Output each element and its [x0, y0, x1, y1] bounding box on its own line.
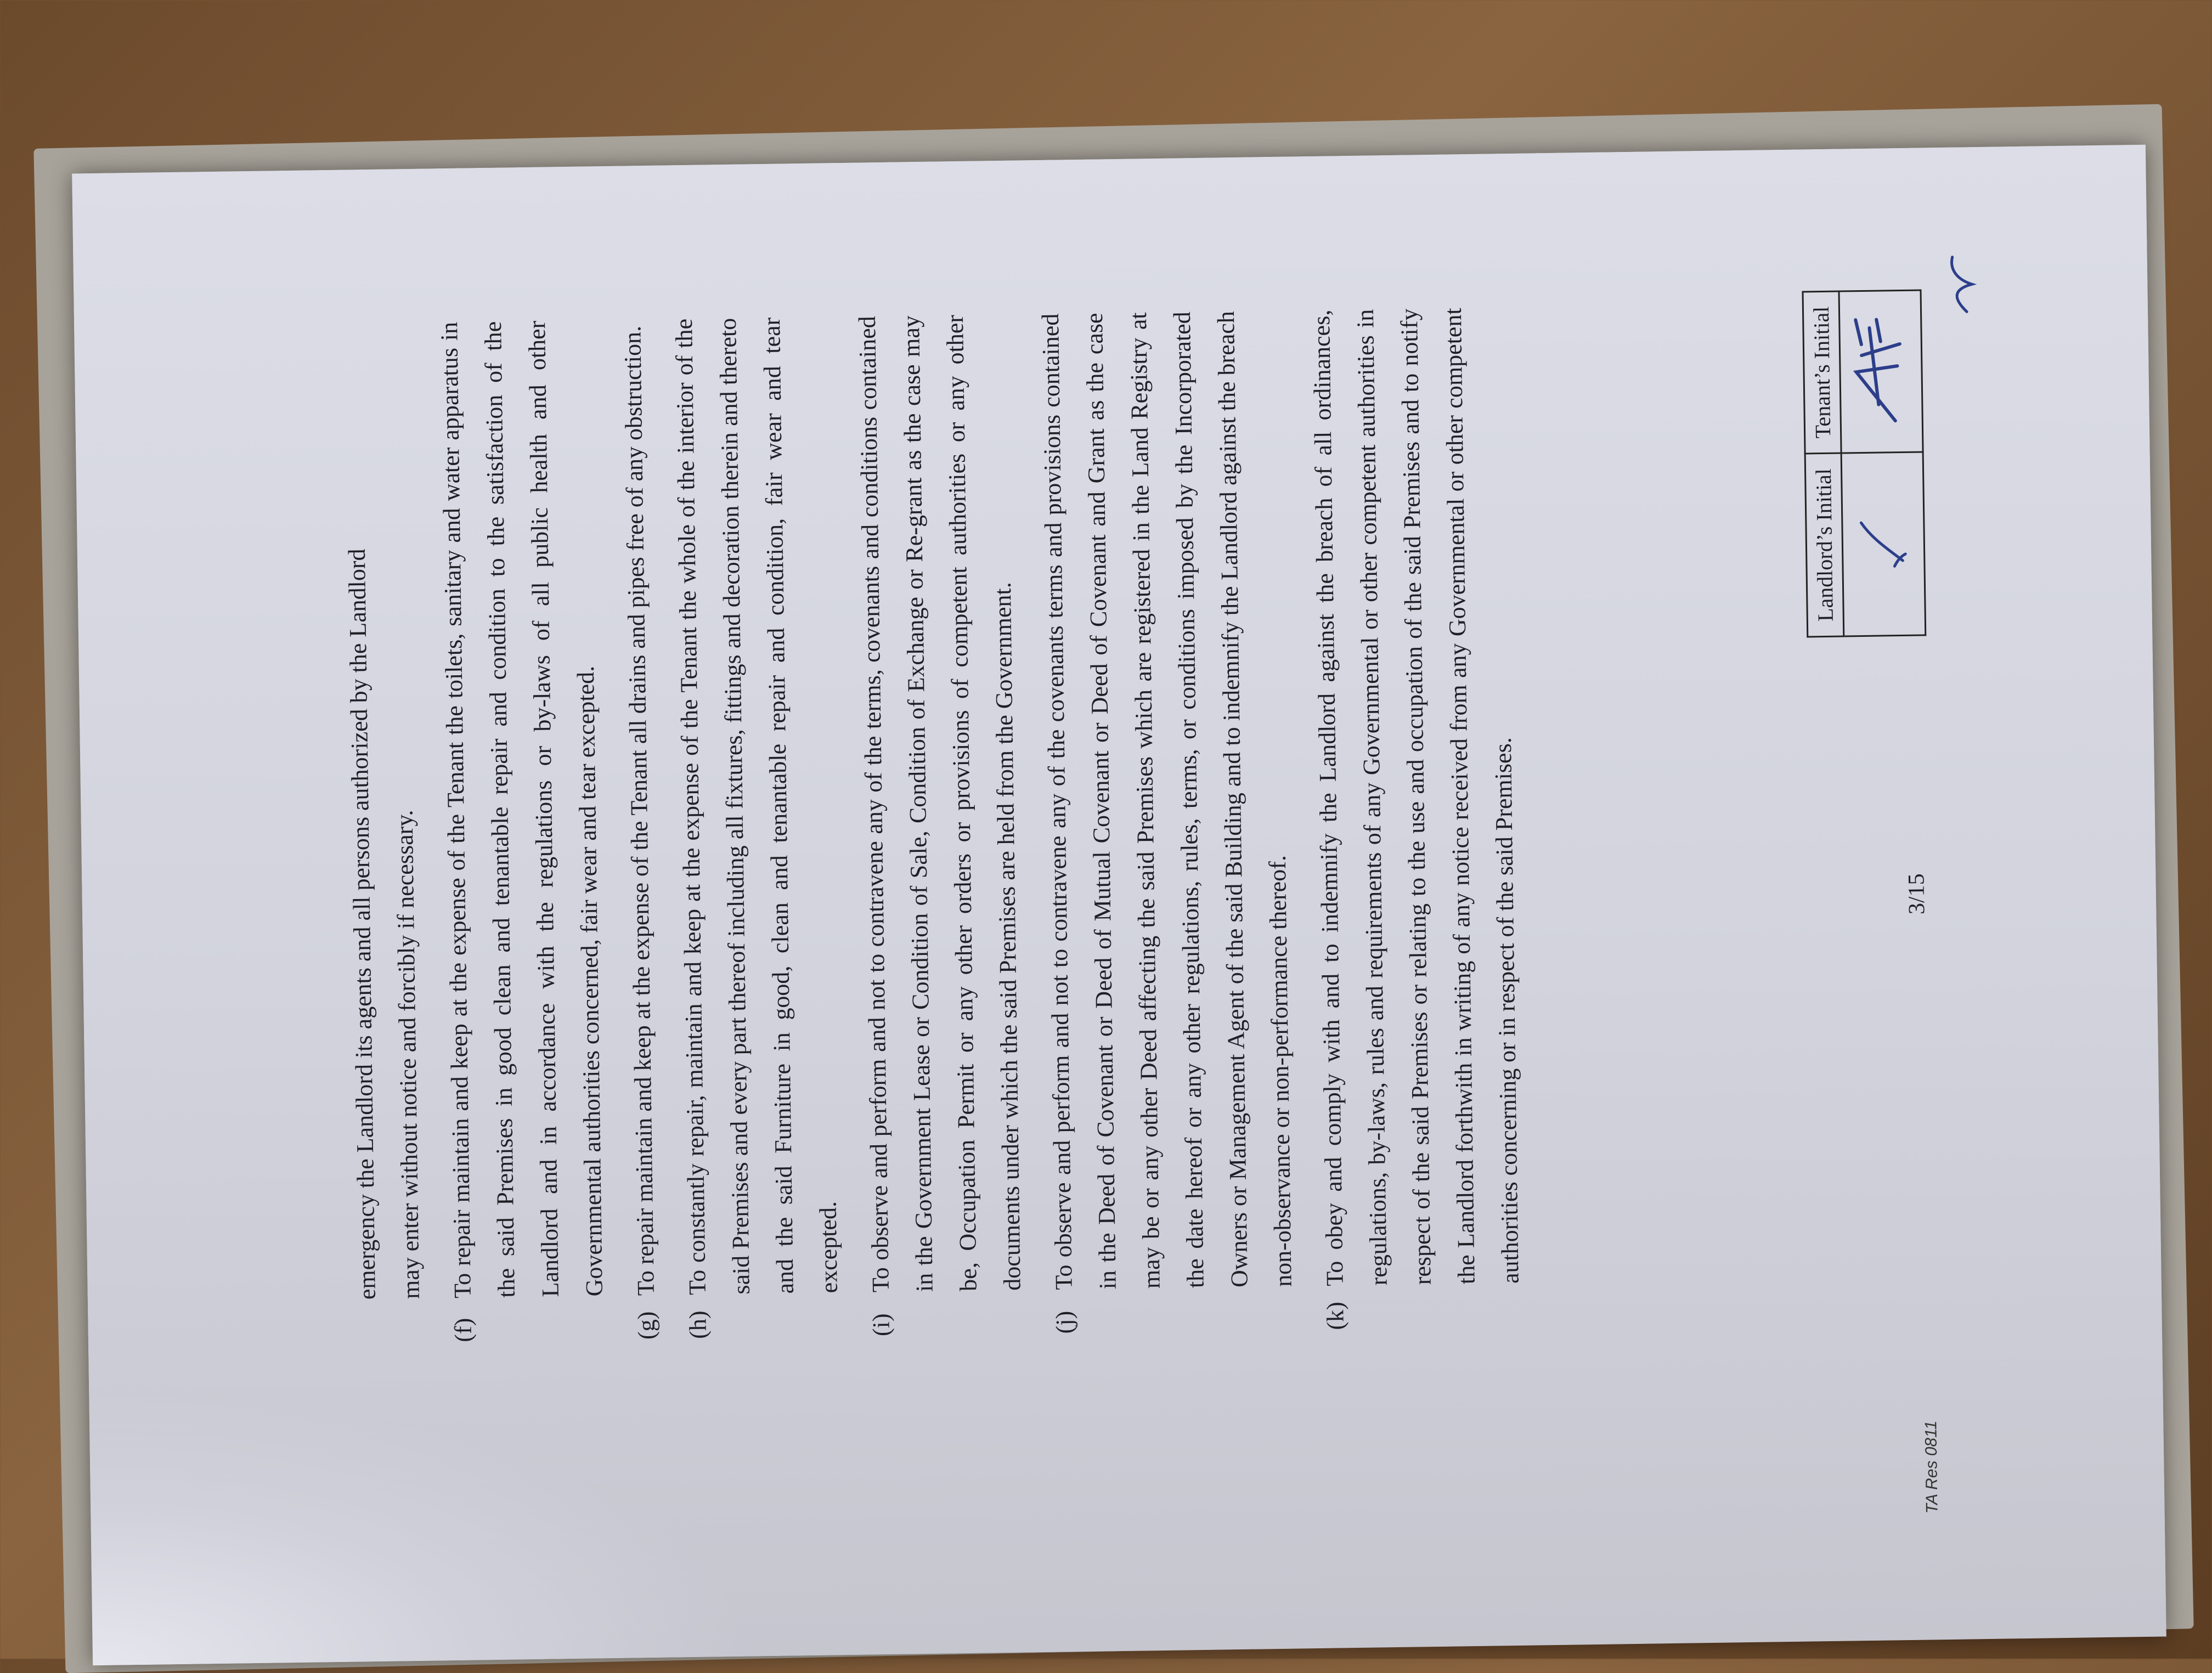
lead-line: may enter without notice and forcibly if necessary.: [391, 810, 425, 1299]
tenant-initial-label: Tenant’s Initial: [1803, 291, 1841, 454]
clause-letter: (k): [1322, 1301, 1349, 1330]
clause-text: To obey and comply with and to indemnify the Landlord against the breach of all ordinances, regulations, by-laws, rules and requirements of any Governmental or other competent authorities in respect of the said Premises or relating to the use and occupation of the said Premises and to notify the Landlord forthwith in writing of any notice received from any Governmental or other competent authorities concerning or in respect of the said Premises.: [1307, 308, 1524, 1286]
clause-h: [662, 316, 852, 1339]
lead-line: emergency the Landlord its agents and all persons authorized by the Landlord: [343, 549, 381, 1300]
clause-text: To repair maintain and keep at the expense of the Tenant all drains and pipes free of any obstruction.: [619, 325, 659, 1296]
margin-initial-mark: [1933, 251, 1984, 318]
document-page: [150, 206, 2089, 1604]
clause-text: To repair maintain and keep at the expense of the Tenant the toilets, sanitary and water apparatus in the said Premises in good clean and tenantable repair and condition to the satisfaction of the Landlord and in accordance with the regulations or by-laws of all public health and other Governmental authorities concerned, fair wear and tear excepted.: [436, 320, 608, 1299]
document-sheet: [72, 145, 2166, 1666]
clause-letter: (h): [684, 1310, 712, 1339]
clause-k: [1300, 307, 1533, 1330]
clause-letter: (f): [449, 1318, 477, 1343]
clause-g: [611, 319, 669, 1340]
landlord-initial-label: Landlord’s Initial: [1805, 453, 1844, 637]
clause-text: To constantly repair, maintain and keep at the expense of the Tenant the whole of the interior of the said Premises and every part thereof including all fixtures, fittings and decoration therein and thereto and the said Furniture in good, clean and tenantable repair and condition, fair wear and tear excepted.: [670, 317, 843, 1296]
clause-f: [427, 320, 617, 1342]
clause-text: To observe and perform and not to contravene any of the covenants terms and provisions contained in the Deed of Covenant or Deed of Mutual Covenant or Deed of Covenant and Grant as the case may be or any other Deed affecting the said Premises which are registered in the Land Registry at the date hereof or any other regulations, rules, terms, or conditions imposed by the Incorporated Owners or Management Agent of the said Building and to indemnify the Landlord against the breach non-observance or non-performance thereof.: [1036, 310, 1297, 1290]
clause-letter: (j): [1051, 1310, 1078, 1334]
clause-i: [845, 314, 1035, 1336]
clause-letter: (i): [867, 1313, 895, 1337]
document-code: TA Res 0811: [1922, 1420, 1942, 1514]
page-number: 3/15: [1904, 873, 1930, 915]
clause-text: To observe and perform and not to contravene any of the terms, covenants and conditions contained in the Government Lease or Condition of Sale, Condition of Exchange or Re-grant as the case may be, Occupation Permit or any other orders or provisions of competent authorities or any other documents under which the said Premises are held from the Government.: [853, 314, 1026, 1293]
clause-letter: (g): [633, 1311, 660, 1340]
clause-j: [1029, 310, 1306, 1334]
body-text: [332, 307, 1541, 1344]
